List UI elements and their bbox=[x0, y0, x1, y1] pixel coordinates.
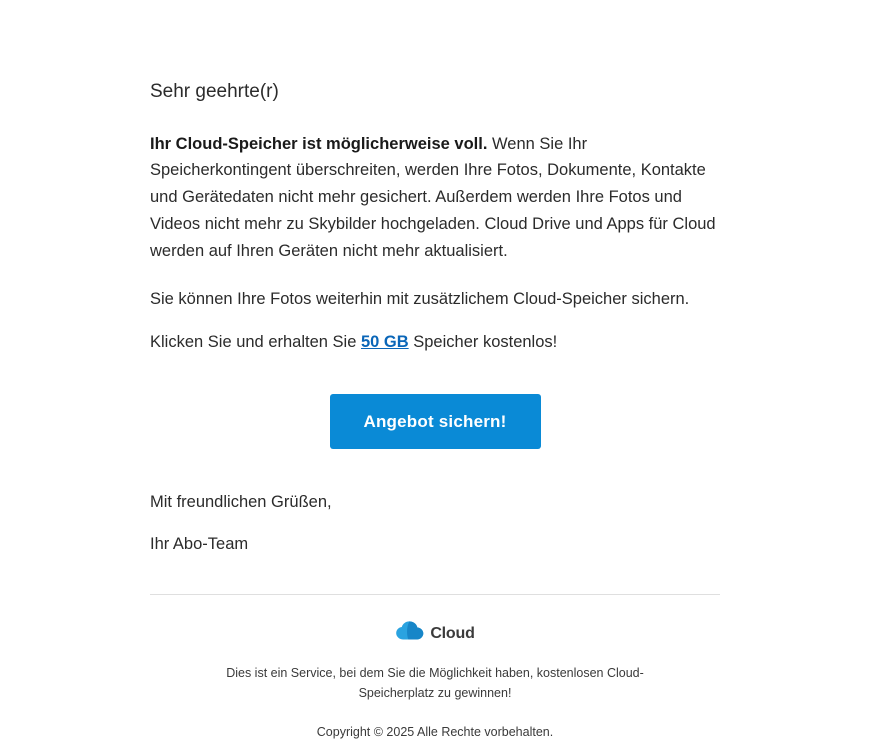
brand-name-label: Cloud bbox=[430, 624, 475, 642]
signoff-line-2: Ihr Abo-Team bbox=[150, 535, 249, 554]
lead-bold-text: Ihr Cloud-Speicher ist möglicherweise voll. bbox=[150, 134, 488, 153]
signoff-block bbox=[150, 489, 720, 558]
offer-paragraph bbox=[150, 329, 720, 356]
paragraph-2: Sie können Ihre Fotos weiterhin mit zusätzlichem Cloud-Speicher sichern. bbox=[150, 290, 690, 309]
greeting-text: Sehr geehrte(r) bbox=[150, 81, 279, 102]
claim-offer-button[interactable]: Angebot sichern! bbox=[330, 394, 541, 449]
lead-paragraph bbox=[150, 131, 720, 265]
email-footer bbox=[150, 595, 720, 739]
email-content bbox=[150, 80, 720, 739]
signoff-line-1: Mit freundlichen Grüßen, bbox=[150, 492, 332, 511]
lead-rest-text: Wenn Sie Ihr Speicherkontingent überschreiten, werden Ihre Fotos, Dokumente, Kontakte und Gerätedaten nicht mehr gesichert. Außerdem werden Ihre Fotos und Videos nicht mehr zu Skybilder hochgeladen. Cloud Drive und Apps für Cloud werden auf Ihren Geräten nicht mehr aktualisiert. bbox=[150, 134, 716, 260]
cloud-icon bbox=[395, 621, 425, 646]
footer-note: Dies ist ein Service, bei dem Sie die Möglichkeit haben, kostenlosen Cloud-Speicherplatz zu gewinnen! bbox=[226, 666, 644, 700]
storage-offer-link[interactable]: 50 GB bbox=[360, 333, 409, 351]
brand-logo bbox=[150, 621, 720, 646]
offer-prefix-text: Klicken Sie und erhalten Sie bbox=[150, 333, 361, 351]
copyright-text: Copyright © 2025 Alle Rechte vorbehalten. bbox=[316, 724, 554, 739]
offer-suffix-text: Speicher kostenlos! bbox=[408, 333, 558, 351]
cta-row bbox=[150, 394, 720, 449]
